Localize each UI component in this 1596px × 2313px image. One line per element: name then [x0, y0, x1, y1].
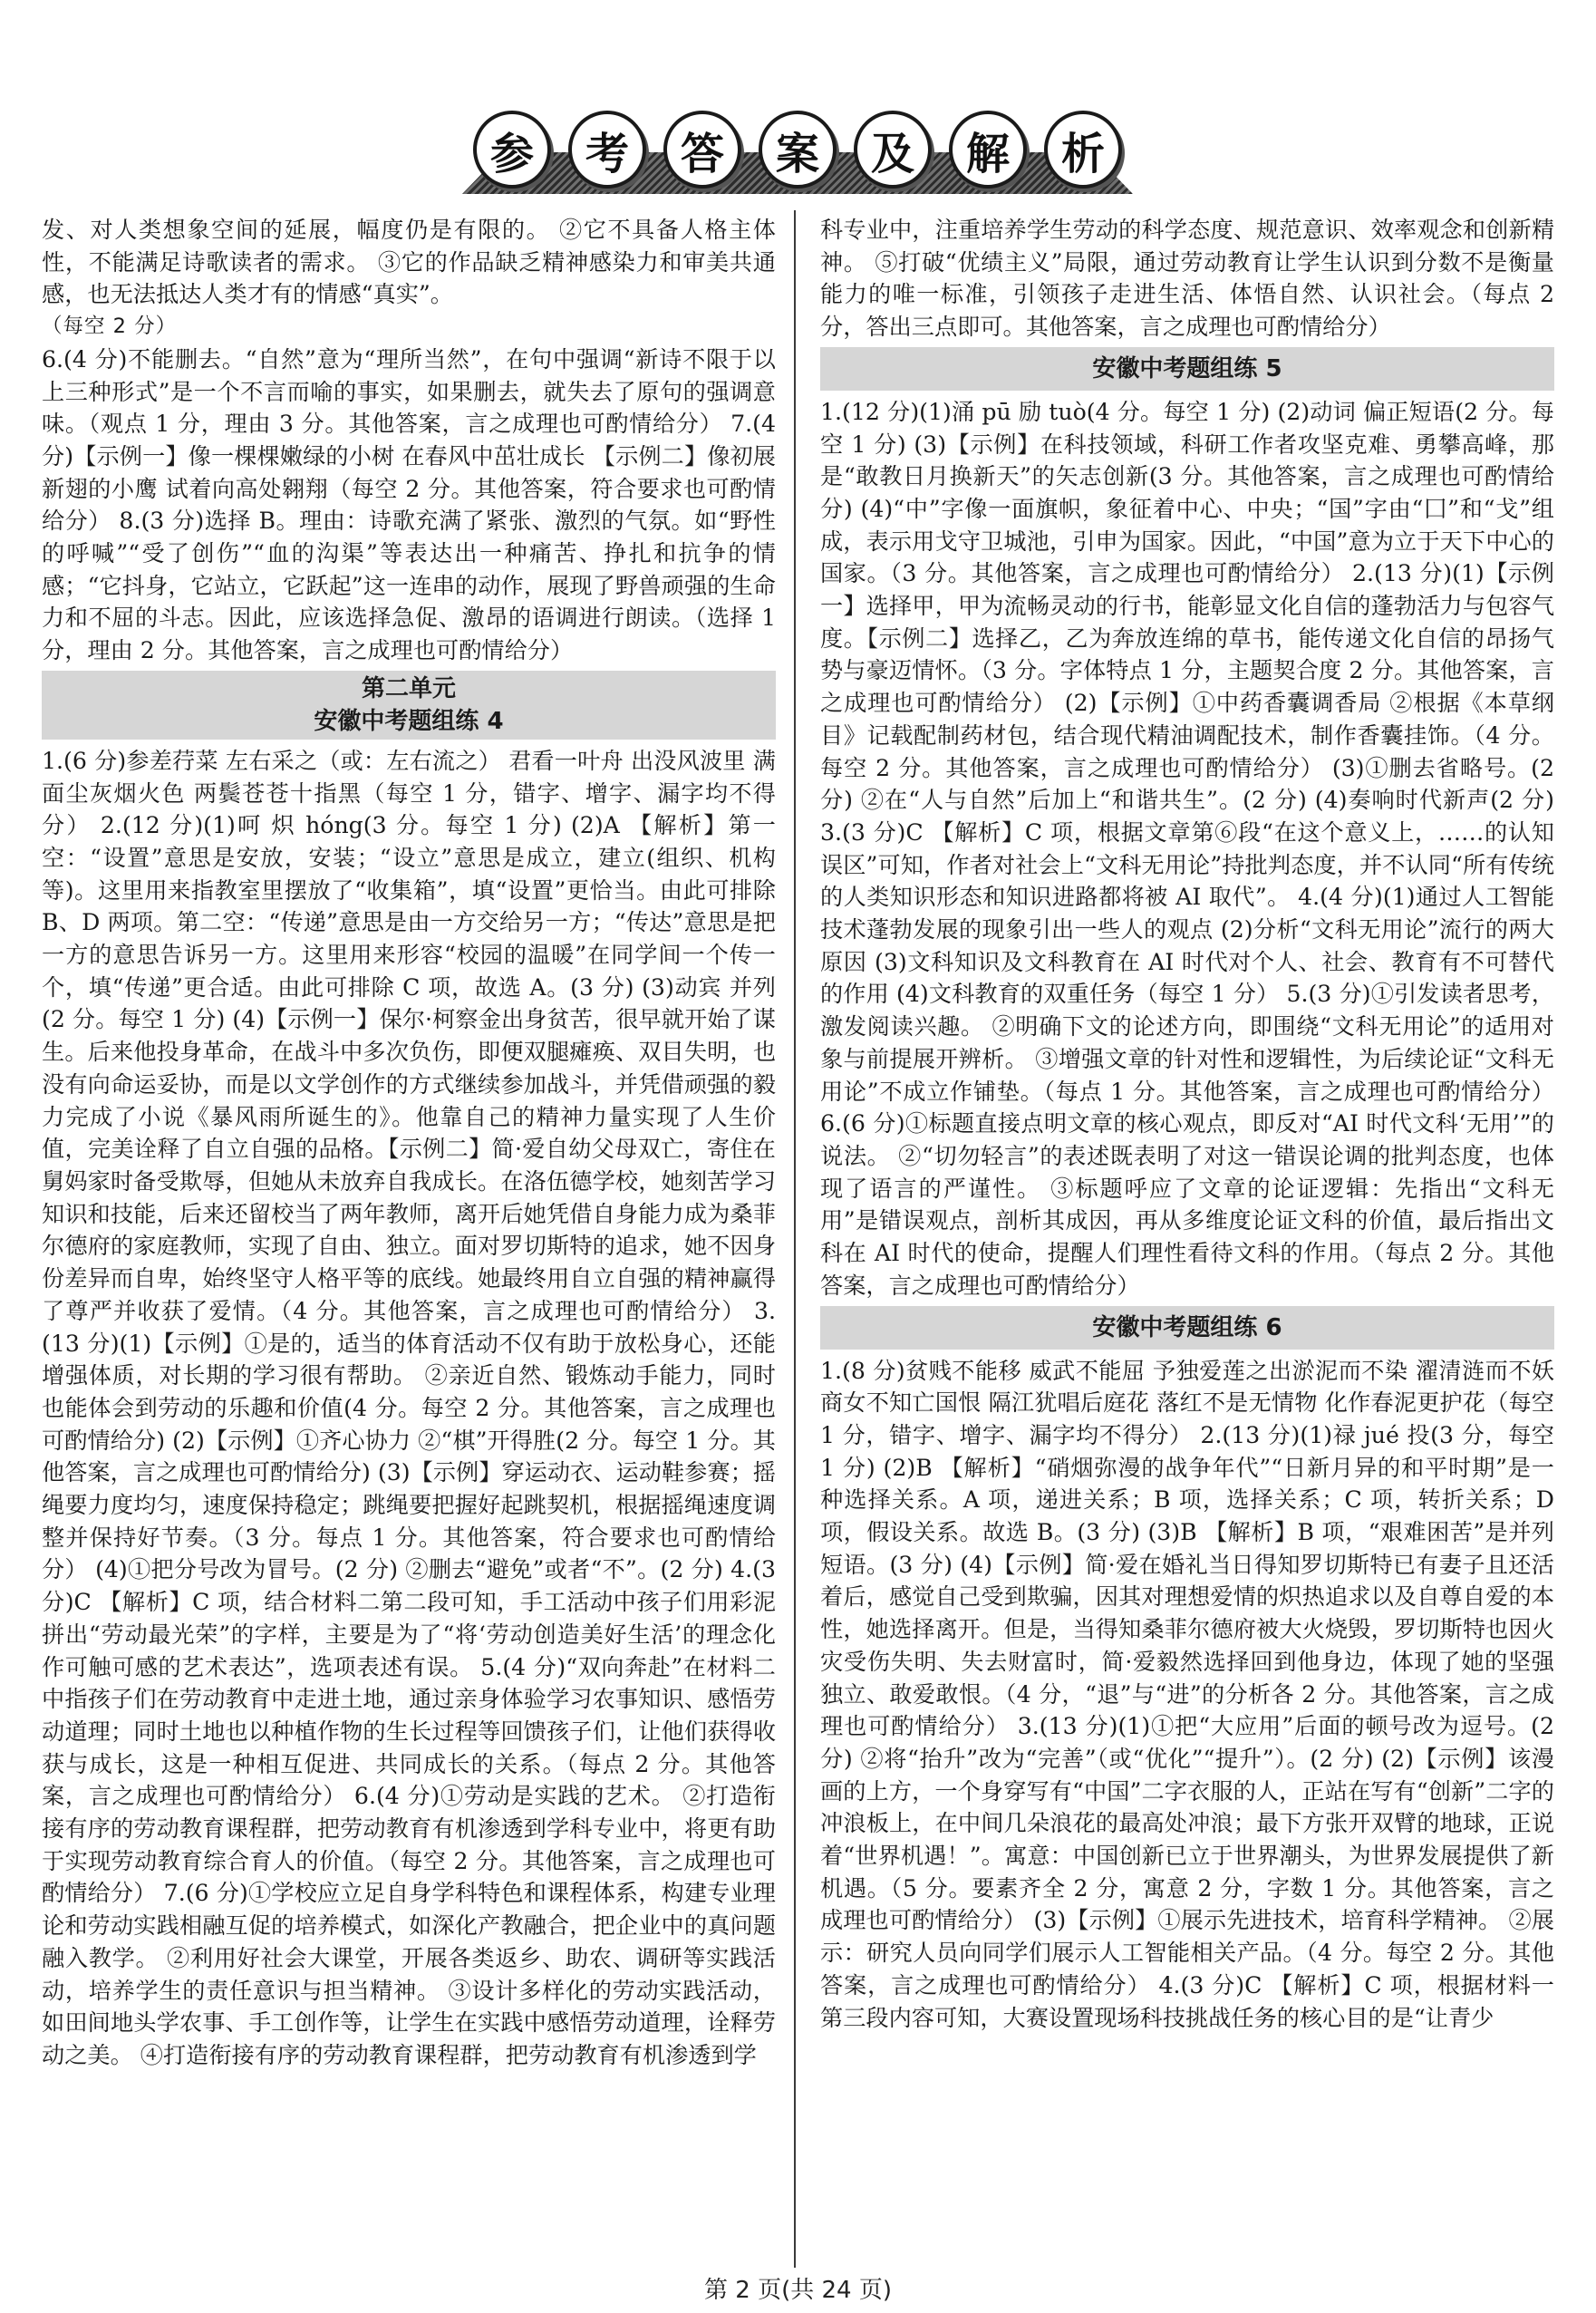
banner-char: 析: [1044, 111, 1122, 189]
banner-char: 案: [759, 111, 837, 189]
answer-paragraph: 科专业中，注重培养学生劳动的科学态度、规范意识、效率观念和创新精神。 ⑤打破“优绩主义”局限，通过劳动教育让学生认识到分数不是衡量能力的唯一标准，引领孩子走进生活、体悟自然、认识社会。（每点 2 分，答出三点即可。其他答案，言之成理也可酌情给分）: [820, 217, 1554, 341]
banner-char: 考: [568, 111, 646, 189]
banner-char: 参: [473, 111, 551, 189]
section-heading: [820, 1306, 1554, 1350]
answer-paragraph: 发、对人类想象空间的延展，幅度仍是有限的。 ②它不具备人格主体性，不能满足诗歌读者的需求。 ③它的作品缺乏精神感染力和审美共通感，也无法抵达人类才有的情感“真实”。: [42, 217, 776, 308]
answer-paragraph: 1.(12 分)(1)涌 pū 励 tuò(4 分。每空 1 分) (2)动词 偏正短语(2 分。每空 1 分) (3)【示例】在科技领域，科研工作者攻坚克难、勇攀高峰，那是“敢教日月换新天”的矢志创新(3 分。其他答案，言之成理也可酌情给分) (4)“中”字像一面旗帜，象征着中心、中央；“国”字由“囗”和“戈”组成，表示用戈守卫城池，引申为国家。因此，“中国”意为立于天下中心的国家。（3 分。其他答案，言之成理也可酌情给分） 2.(13 分)(1)【示例一】选择甲，甲为流畅灵动的行书，能彰显文化自信的蓬勃活力与包容气度。【示例二】选择乙，乙为奔放连绵的草书，能传递文化自信的昂扬气势与豪迈情怀。（3 分。字体特点 1 分，主题契合度 2 分。其他答案，言之成理也可酌情给分） (2)【示例】①中药香囊调香局 ②根据《本草纲目》记载配制药材包，结合现代精油调配技术，制作香囊挂饰。（4 分。每空 2 分。其他答案，言之成理也可酌情给分） (3)①删去省略号。(2 分) ②在“人与自然”后加上“和谐共生”。(2 分) (4)奏响时代新声(2 分) 3.(3 分)C 【解析】C 项，根据文章第⑥段“在这个意义上，……的认知误区”可知，作者对社会上“文科无用论”持批判态度，并不认同“所有传统的人类知识形态和知识进路都将被 AI 取代”。 4.(4 分)(1)通过人工智能技术蓬勃发展的现象引出一些人的观点 (2)分析“文科无用论”流行的两大原因 (3)文科知识及文科教育在 AI 时代对个人、社会、教育有不可替代的作用 (4)文科教育的双重任务（每空 1 分） 5.(3 分)①引发读者思考，激发阅读兴趣。 ②明确下文的论述方向，即围绕“文科无用论”的适用对象与前提展开辨析。 ③增强文章的针对性和逻辑性，为后续论证“文科无用论”不成立作铺垫。（每点 1 分。其他答案，言之成理也可酌情给分） 6.(6 分)①标题直接点明文章的核心观点，即反对“AI 时代文科‘无用’”的说法。 ②“切勿轻言”的表述既表明了对这一错误论调的批判态度，也体现了语言的严谨性。 ③标题呼应了文章的论证逻辑：先指出“文科无用”是错误观点，剖析其成因，再从多维度论证文科的价值，最后指出文科在 AI 时代的使命，提醒人们理性看待文科的作用。（每点 2 分。其他答案，言之成理也可酌情给分）: [820, 398, 1554, 1299]
section-title: 安徽中考题组练 5: [1092, 354, 1282, 382]
right-column: [820, 214, 1554, 2267]
banner-title: [473, 107, 1122, 194]
section-title: 安徽中考题组练 4: [314, 707, 504, 735]
section-heading: [820, 347, 1554, 391]
section-unit-title: 第二单元: [361, 674, 456, 702]
column-divider: [794, 210, 796, 2268]
banner-char: 解: [949, 111, 1027, 189]
banner-char: 答: [663, 111, 741, 189]
left-column: [42, 214, 776, 2267]
header-banner: [462, 107, 1133, 194]
section-heading: [42, 671, 776, 740]
answer-paragraph: 1.(6 分)参差荇菜 左右采之（或：左右流之） 君看一叶舟 出没风波里 满面尘灰烟火色 两鬓苍苍十指黑（每空 1 分，错字、增字、漏字均不得分） 2.(12 分)(1)呵 炽 hóng(3 分。每空 1 分) (2)A 【解析】第一空：“设置”意思是安放，安装；“设立”意思是成立，建立(组织、机构等)。这里用来指教室里摆放了“收集箱”，填“设置”更恰当。由此可排除 B、D 两项。第二空：“传递”意思是由一方交给另一方；“传达”意思是把一方的意思告诉另一方。这里用来形容“校园的温暖”在同学间一个传一个，填“传递”更合适。由此可排除 C 项，故选 A。(3 分) (3)动宾 并列(2 分。每空 1 分) (4)【示例一】保尔·柯察金出身贫苦，很早就开始了谋生。后来他投身革命，在战斗中多次负伤，即便双腿瘫痪、双目失明，也没有向命运妥协，而是以文学创作的方式继续参加战斗，并凭借顽强的毅力完成了小说《暴风雨所诞生的》。他靠自己的精神力量实现了人生价值，完美诠释了自立自强的品格。【示例二】简·爱自幼父母双亡，寄住在舅妈家时备受欺辱，但她从未放弃自我成长。在洛伍德学校，她刻苦学习知识和技能，后来还留校当了两年教师，离开后她凭借自身能力成为桑菲尔德府的家庭教师，实现了自由、独立。面对罗切斯特的追求，她不因身份差异而自卑，始终坚守人格平等的底线。她最终用自立自强的精神赢得了尊严并收获了爱情。（4 分。其他答案，言之成理也可酌情给分） 3.(13 分)(1)【示例】①是的，适当的体育活动不仅有助于放松身心，还能增强体质，对长期的学习很有帮助。 ②亲近自然、锻炼动手能力，同时也能体会到劳动的乐趣和价值(4 分。每空 2 分。其他答案，言之成理也可酌情给分) (2)【示例】①齐心协力 ②“棋”开得胜(2 分。每空 1 分。其他答案，言之成理也可酌情给分) (3)【示例】穿运动衣、运动鞋参赛；摇绳要力度均匀，速度保持稳定；跳绳要把握好起跳契机，根据摇绳速度调整并保持好节奏。（3 分。每点 1 分。其他答案，符合要求也可酌情给分） (4)①把分号改为冒号。(2 分) ②删去“避免”或者“不”。(2 分) 4.(3 分)C 【解析】C 项，结合材料二第二段可知，手工活动中孩子们用彩泥拼出“劳动最光荣”的字样，主要是为了“将‘劳动创造美好生活’的理念化作可触可感的艺术表达”，选项表述有误。 5.(4 分)“双向奔赴”在材料二中指孩子们在劳动教育中走进土地，通过亲身体验学习农事知识、感悟劳动道理；同时土地也以种植作物的生长过程等回馈孩子们，让他们获得收获与成长，这是一种相互促进、共同成长的关系。（每点 2 分。其他答案，言之成理也可酌情给分） 6.(4 分)①劳动是实践的艺术。 ②打造衔接有序的劳动教育课程群，把劳动教育有机渗透到学科专业中，将更有助于实现劳动教育综合育人的价值。（每空 2 分。其他答案，言之成理也可酌情给分） 7.(6 分)①学校应立足自身学科特色和课程体系，构建专业理论和劳动实践相融互促的培养模式，如深化产教融合，把企业中的真问题融入教学。 ②利用好社会大课堂，开展各类返乡、助农、调研等实践活动，培养学生的责任意识与担当精神。 ③设计多样化的劳动实践活动，如田间地头学农事、手工创作等，让学生在实践中感悟劳动道理，诠释劳动之美。 ④打造衔接有序的劳动教育课程群，把劳动教育有机渗透到学: [42, 747, 776, 2068]
section-title: 安徽中考题组练 6: [1092, 1313, 1282, 1341]
page-footer: 第 2 页(共 24 页): [704, 2277, 892, 2304]
scoring-note: （每空 2 分）: [42, 315, 178, 339]
answer-paragraph: 1.(8 分)贫贱不能移 威武不能屈 予独爱莲之出淤泥而不染 濯清涟而不妖 商女不知亡国恨 隔江犹唱后庭花 落红不是无情物 化作春泥更护花（每空 1 分，错字、增字、漏字均不得分） 2.(13 分)(1)禄 jué 投(3 分，每空 1 分) (2)B 【解析】“硝烟弥漫的战争年代”“日新月异的和平时期”是一种选择关系。A 项，递进关系；B 项，选择关系；C 项，转折关系；D 项，假设关系。故选 B。(3 分) (3)B 【解析】B 项，“艰难困苦”是并列短语。(3 分) (4)【示例】简·爱在婚礼当日得知罗切斯特已有妻子且还活着后，感觉自己受到欺骗，因其对理想爱情的炽热追求以及自尊自爱的本性，她选择离开。但是，当得知桑菲尔德府被大火烧毁，罗切斯特也因火灾受伤失明、失去财富时，简·爱毅然选择回到他身边，体现了她的坚强独立、敢爱敢恨。（4 分，“退”与“进”的分析各 2 分。其他答案，言之成理也可酌情给分） 3.(13 分)(1)①把“大应用”后面的顿号改为逗号。(2 分) ②将“抬升”改为“完善”（或“优化”“提升”）。(2 分) (2)【示例】该漫画的上方，一个身穿写有“中国”二字衣服的人，正站在写有“创新”二字的冲浪板上，在中间几朵浪花的最高处冲浪；最下方张开双臂的地球，正说着“世界机遇！”。寓意：中国创新已立于世界潮头，为世界发展提供了新机遇。（5 分。要素齐全 2 分，寓意 2 分，字数 1 分。其他答案，言之成理也可酌情给分） (3)【示例】①展示先进技术，培育科学精神。 ②展示：研究人员向同学们展示人工智能相关产品。（4 分。每空 2 分。其他答案，言之成理也可酌情给分） 4.(3 分)C 【解析】C 项，根据材料一第三段内容可知，大赛设置现场科技挑战任务的核心目的是“让青少: [820, 1357, 1554, 2031]
banner-char: 及: [854, 111, 932, 189]
answer-paragraph: 6.(4 分)不能删去。“自然”意为“理所当然”，在句中强调“新诗不限于以上三种形式”是一个不言而喻的事实，如果删去，就失去了原句的强调意味。（观点 1 分，理由 3 分。其他答案，言之成理也可酌情给分） 7.(4 分)【示例一】像一棵棵嫩绿的小树 在春风中茁壮成长 【示例二】像初展新翅的小鹰 试着向高处翱翔（每空 2 分。其他答案，符合要求也可酌情给分） 8.(3 分)选择 B。理由：诗歌充满了紧张、激烈的气氛。如“野性的呼喊”“受了创伤”“血的沟渠”等表达出一种痛苦、挣扎和抗争的情感；“它抖身，它站立，它跃起”这一连串的动作，展现了野兽顽强的生命力和不屈的斗志。因此，应该选择急促、激昂的语调进行朗读。（选择 1 分，理由 2 分。其他答案，言之成理也可酌情给分）: [42, 345, 776, 664]
